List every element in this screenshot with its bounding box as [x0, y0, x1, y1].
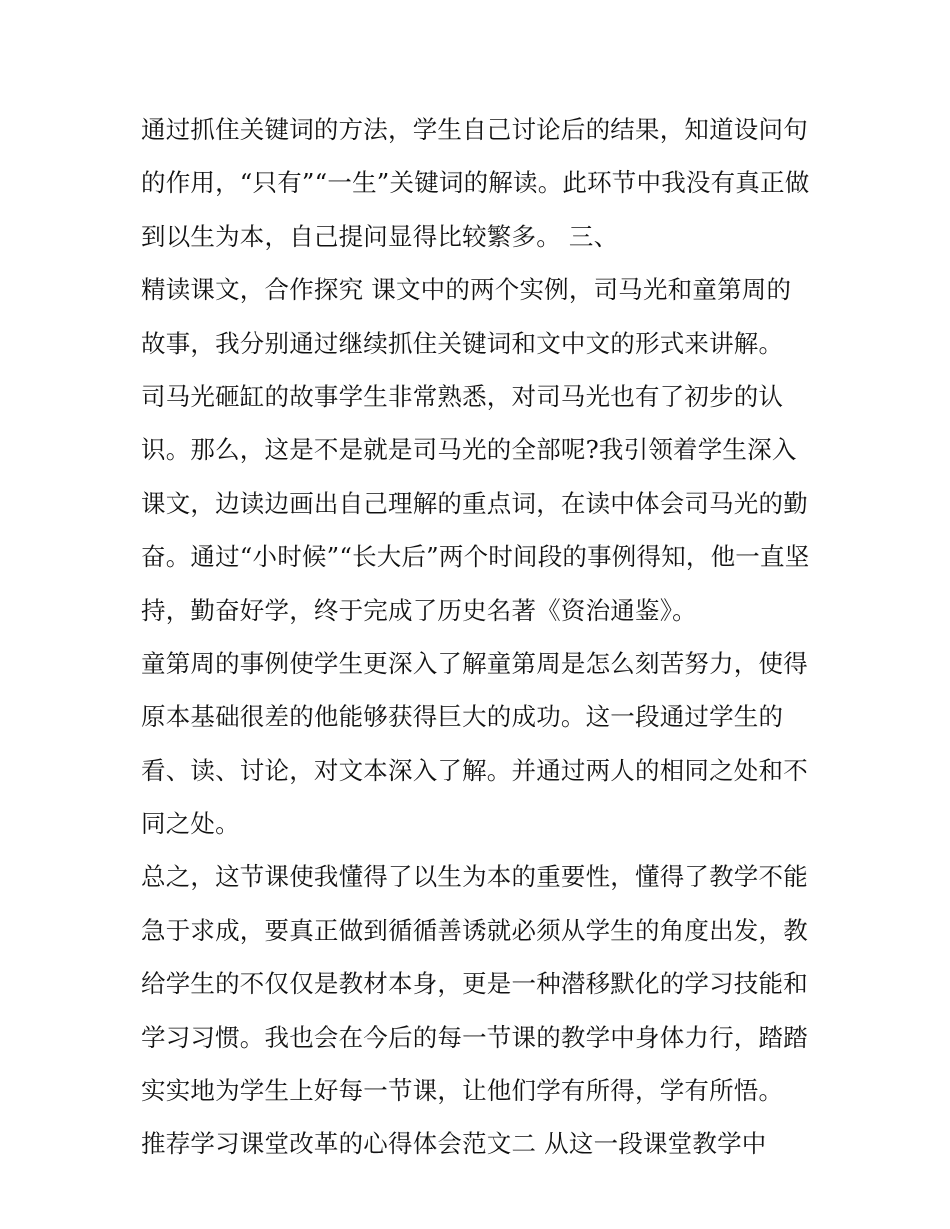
text-line: 原本基础很差的他能够获得巨大的成功。这一段通过学生的	[141, 702, 784, 732]
text-line: 实实地为学生上好每一节课，让他们学有所得，学有所悟。	[141, 1076, 784, 1106]
text-line: 给学生的不仅仅是教材本身，更是一种潜移默化的学习技能和	[141, 969, 808, 999]
text-line: 的作用，“只有”“一生”关键词的解读。此环节中我没有真正做	[141, 168, 810, 198]
body-text	[141, 103, 821, 1171]
text-line: 总之，这节课使我懂得了以生为本的重要性，懂得了教学不能	[141, 862, 808, 892]
text-line: 通过抓住关键词的方法，学生自己讨论后的结果，知道设问句	[141, 115, 808, 144]
text-line: 持，勤奋好学，终于完成了历史名著《资治通鉴》。	[141, 595, 697, 625]
text-line: 故事，我分别通过继续抓住关键词和文中文的形式来讲解。	[141, 328, 784, 358]
text-line: 司马光砸缸的故事学生非常熟悉，对司马光也有了初步的认	[141, 381, 784, 411]
text-line: 精读课文，合作探究 课文中的两个实例，司马光和童第周的	[141, 275, 792, 305]
text-line: 到以生为本，自己提问显得比较繁多。 三、	[141, 221, 619, 251]
text-line: 奋。通过“小时候”“长大后”两个时间段的事例得知，他一直坚	[141, 542, 810, 572]
text-line: 童第周的事例使学生更深入了解童第周是怎么刻苦努力，使得	[141, 648, 808, 678]
text-line: 急于求成，要真正做到循循善诱就必须从学生的角度出发，教	[141, 915, 808, 945]
text-line: 同之处。	[141, 809, 240, 839]
text-line: 课文，边读边画出自己理解的重点词，在读中体会司马光的勤	[141, 488, 808, 518]
text-line: 推荐学习课堂改革的心得体会范文二 从这一段课堂教学中	[141, 1129, 767, 1159]
text-line: 识。那么，这是不是就是司马光的全部呢?我引领着学生深入	[141, 435, 797, 465]
text-line: 看、读、讨论，对文本深入了解。并通过两人的相同之处和不	[141, 755, 808, 785]
text-line: 学习习惯。我也会在今后的每一节课的教学中身体力行，踏踏	[141, 1022, 808, 1052]
